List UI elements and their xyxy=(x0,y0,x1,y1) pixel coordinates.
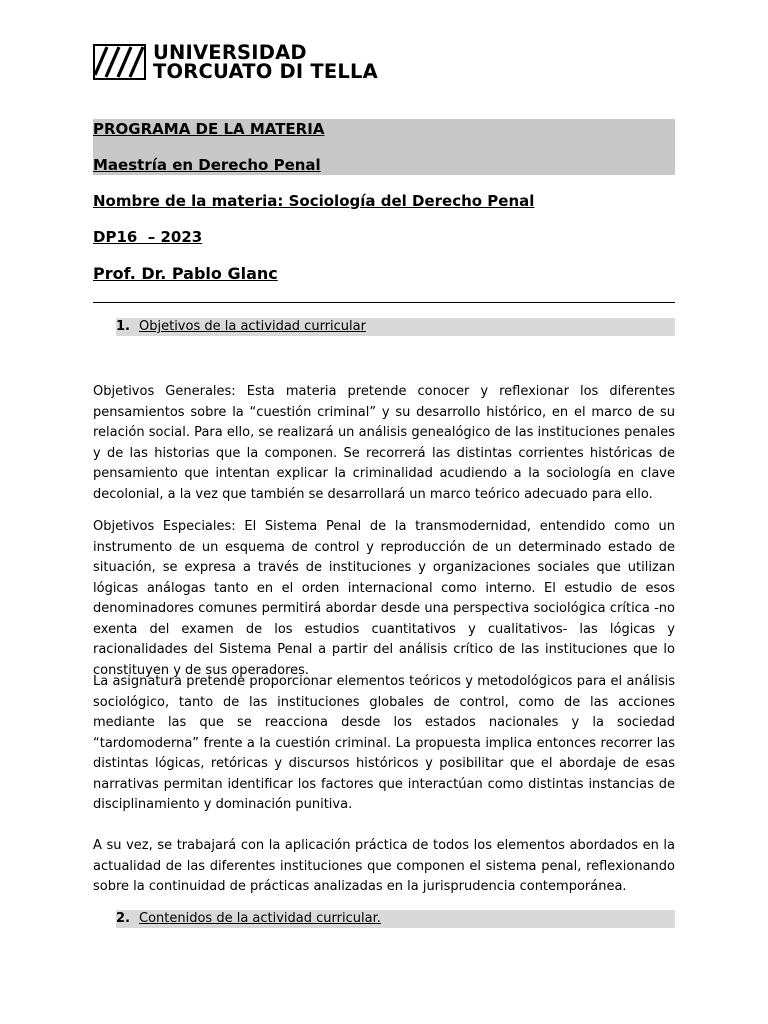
horizontal-rule xyxy=(93,302,675,303)
degree-heading: Maestría en Derecho Penal xyxy=(93,156,321,174)
section-title: Objetivos de la actividad curricular xyxy=(139,319,366,334)
program-heading: PROGRAMA DE LA MATERIA xyxy=(93,120,325,138)
section-title: Contenidos de la actividad curricular. xyxy=(139,911,381,926)
section-number: 1. xyxy=(116,319,130,334)
section-heading-contents xyxy=(116,910,675,928)
logo-line-2: TORCUATO DI TELLA xyxy=(153,59,378,83)
paragraph-practical-application: A su vez, se trabajará con la aplicación práctica de todos los elementos abordados en la actualidad de las diferentes instituciones que componen el sistema penal, reflexionando sobre la continuidad de prácticas analizadas en la jurisprudencia contemporánea. xyxy=(93,838,675,894)
section-number: 2. xyxy=(116,911,130,926)
course-code-heading: DP16 – 2023 xyxy=(93,228,203,246)
subject-heading: Nombre de la materia: Sociología del Derecho Penal xyxy=(93,192,535,210)
professor-heading: Prof. Dr. Pablo Glanc xyxy=(93,264,278,283)
section-heading-objectives xyxy=(116,318,675,336)
paragraph-special-objectives: Objetivos Especiales: El Sistema Penal de la transmodernidad, entendido como un instrumento de un esquema de control y reproducción de un determinado estado de situación, se expresa a través de instituciones y organizaciones sociales que utilizan lógicas análogas tanto en el orden internacional como interno. El estudio de esos denominadores comunes permitirá abordar desde una perspectiva sociológica crítica -no exenta del examen de los estudios cuantitativos y cualitativos- las lógicas y racionalidades del Sistema Penal a partir del análisis crítico de las instituciones que lo constituyen y de sus operadores. xyxy=(93,519,675,678)
logo-wordmark xyxy=(153,40,378,83)
paragraph-general-objectives: Objetivos Generales: Esta materia pretende conocer y reflexionar los diferentes pensamientos sobre la “cuestión criminal” y su desarrollo histórico, en el marco de su relación social. Para ello, se realizará un análisis genealógico de las instituciones penales y de las historias que la componen. Se recorrerá las distintas corrientes históricas de pensamiento que intentan explicar la criminalidad acudiendo a la sociología en clave decolonial, a la vez que también se desarrollará un marco teórico adecuado para ello. xyxy=(93,384,675,502)
logo-stripes-icon xyxy=(93,44,146,80)
university-logo xyxy=(93,40,378,83)
logo-line-1: UNIVERSIDAD xyxy=(153,40,307,64)
paragraph-subject-aims: La asignatura pretende proporcionar elementos teóricos y metodológicos para el análisis sociológico, tanto de las instituciones globales de control, como de las acciones mediante las que se reacciona desde los estados nacionales y la sociedad “tardomoderna” frente a la cuestión criminal. La propuesta implica entonces recorrer las distintas lógicas, retóricas y discursos históricos y posibilitar que el abordaje de esas narrativas permitan identificar los factores que interactúan como distintas instancias de disciplinamiento y dominación punitiva. xyxy=(93,674,675,812)
